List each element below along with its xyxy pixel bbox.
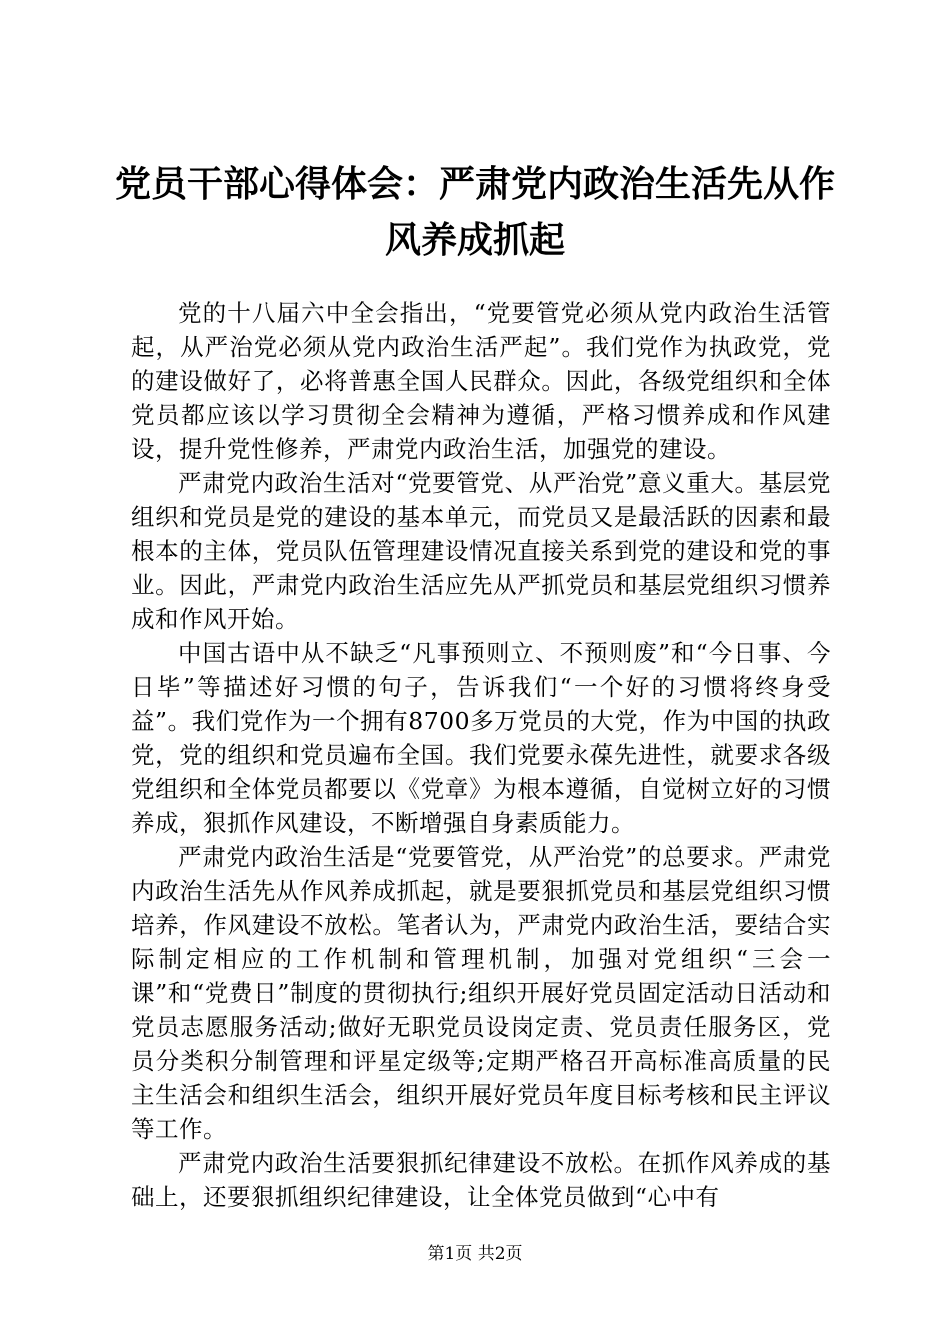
document-title-line-2: 风养成抓起	[384, 219, 565, 261]
page-number-footer: 第1页 共2页	[427, 1244, 523, 1264]
paragraph-3: 中国古语中从不缺乏“凡事预则立、不预则废”和“今日事、今日毕”等描述好习惯的句子，告诉我们“一个好的习惯将终身受益”。我们党作为一个拥有8700多万党员的大党，作为中国的执政党，党的组织和党员遍布全国。我们党要永葆先进性，就要求各级党组织和全体党员都要以《党章》为根本遵循，自觉树立好的习惯养成，狠抓作风建设，不断增强自身素质能力。	[131, 639, 831, 837]
document-body	[131, 296, 831, 1214]
document-title-line-1: 党员干部心得体会：严肃党内政治生活先从作	[114, 163, 835, 205]
paragraph-1: 党的十八届六中全会指出，“党要管党必须从党内政治生活管起，从严治党必须从党内政治生活严起”。我们党作为执政党，党的建设做好了，必将普惠全国人民群众。因此，各级党组织和全体党员都应该以学习贯彻全会精神为遵循，严格习惯养成和作风建设，提升党性修养，严肃党内政治生活，加强党的建设。	[131, 299, 831, 463]
paragraph-2: 严肃党内政治生活对“党要管党、从严治党”意义重大。基层党组织和党员是党的建设的基本单元，而党员又是最活跃的因素和最根本的主体，党员队伍管理建设情况直接关系到党的建设和党的事业。因此，严肃党内政治生活应先从严抓党员和基层党组织习惯养成和作风开始。	[131, 469, 831, 633]
paragraph-4: 严肃党内政治生活是“党要管党，从严治党”的总要求。严肃党内政治生活先从作风养成抓起，就是要狠抓党员和基层党组织习惯培养，作风建设不放松。笔者认为，严肃党内政治生活，要结合实际制定相应的工作机制和管理机制，加强对党组织“三会一课”和“党费日”制度的贯彻执行;组织开展好党员固定活动日活动和党员志愿服务活动;做好无职党员设岗定责、党员责任服务区，党员分类积分制管理和评星定级等;定期严格召开高标准高质量的民主生活会和组织生活会，组织开展好党员年度目标考核和民主评议等工作。	[131, 843, 831, 1143]
paragraph-5: 严肃党内政治生活要狠抓纪律建设不放松。在抓作风养成的基础上，还要狠抓组织纪律建设，让全体党员做到“心中有	[131, 1149, 831, 1211]
